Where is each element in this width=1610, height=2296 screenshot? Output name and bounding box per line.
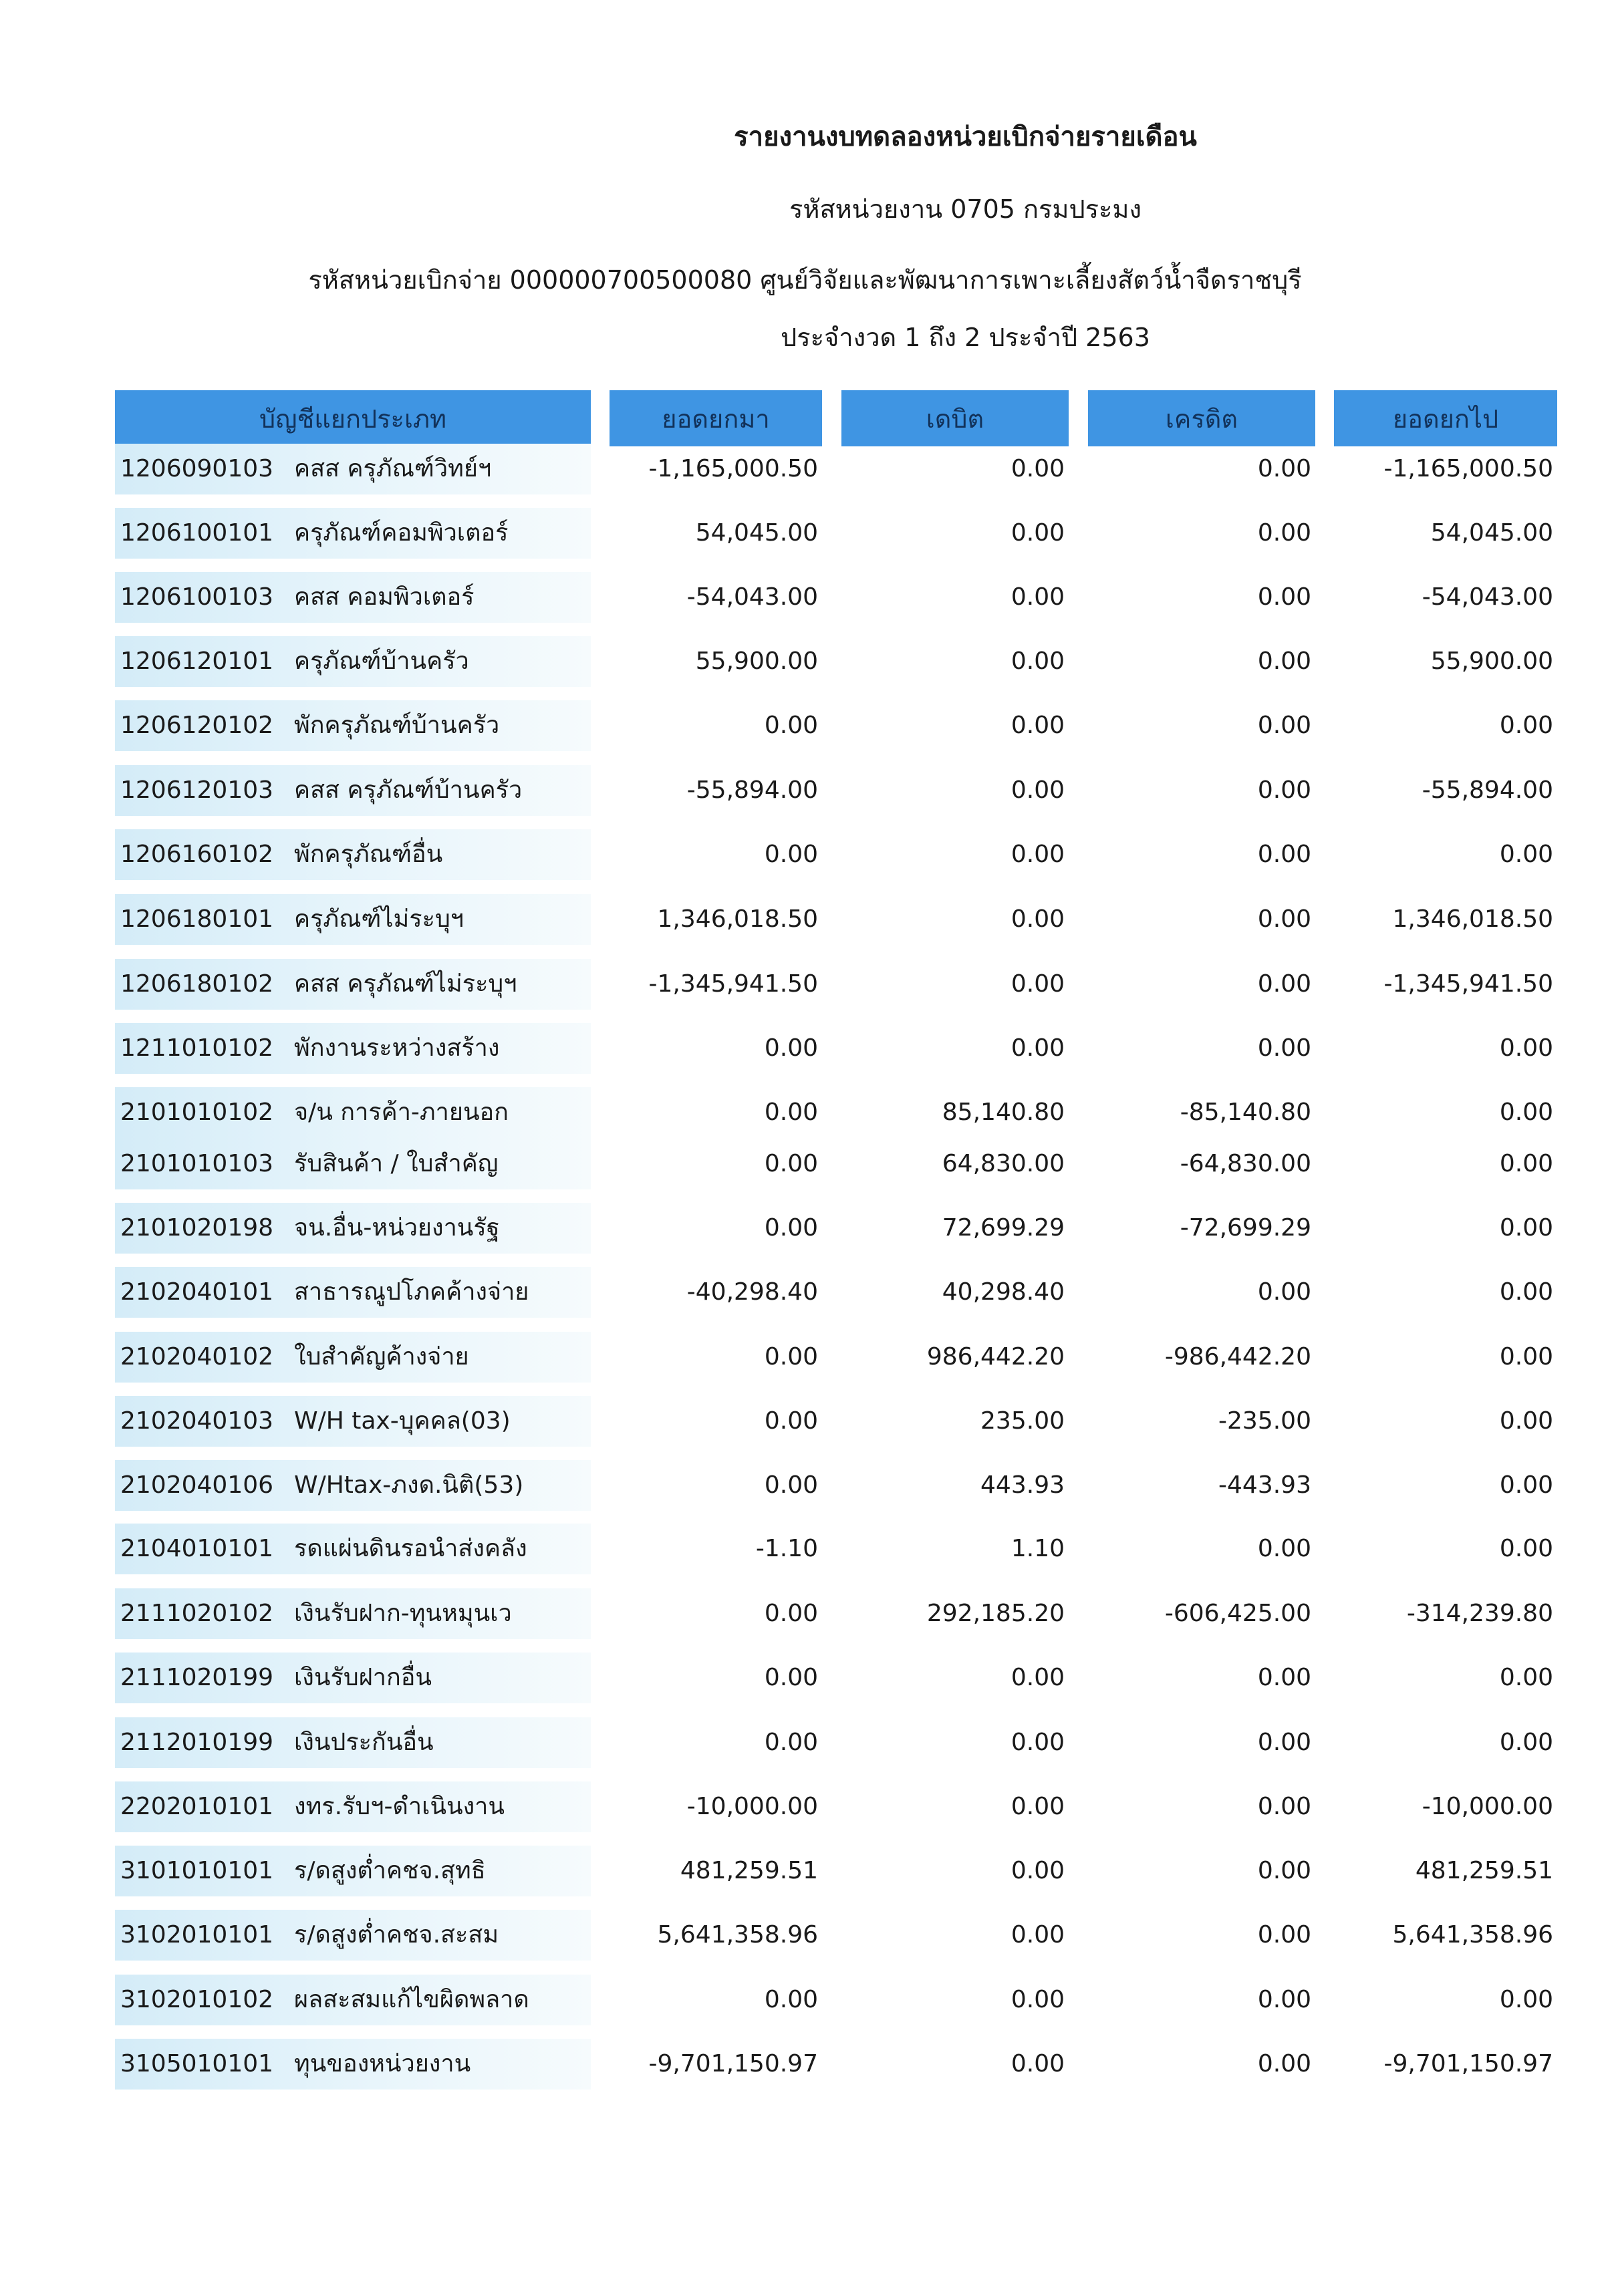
- account-name: สาธารณูปโภคค้างจ่าย: [294, 1278, 529, 1306]
- brought-forward-value: 0.00: [764, 1664, 818, 1691]
- account-name: ใบสำคัญค้างจ่าย: [294, 1343, 469, 1371]
- account-name: พักงานระหว่างสร้าง: [294, 1034, 500, 1062]
- credit-value: 0.00: [1257, 905, 1311, 933]
- account-name: คสส คอมพิวเตอร์: [294, 583, 475, 611]
- carried-forward-value: 0.00: [1499, 1407, 1553, 1435]
- column-header-account: บัญชีแยกประเภท: [115, 390, 591, 446]
- account-name: ผลสะสมแก้ไขผิดพลาด: [294, 1986, 529, 2013]
- table-row: [0, 1846, 1610, 1896]
- credit-value: 0.00: [1257, 1793, 1311, 1820]
- carried-forward-value: 481,259.51: [1415, 1857, 1553, 1884]
- debit-value: 1.10: [1011, 1535, 1065, 1562]
- account-code: 2112010199: [120, 1729, 274, 1756]
- carried-forward-value: -1,165,000.50: [1383, 455, 1553, 482]
- account-code: 2102040102: [120, 1343, 274, 1371]
- brought-forward-value: 0.00: [764, 1471, 818, 1499]
- credit-value: -64,830.00: [1180, 1150, 1311, 1177]
- account-code: 2104010101: [120, 1535, 274, 1562]
- debit-value: 72,699.29: [942, 1214, 1065, 1242]
- table-row: [0, 1524, 1610, 1574]
- brought-forward-value: 0.00: [764, 1986, 818, 2013]
- account-code: 1206180101: [120, 905, 274, 933]
- account-name: W/Htax-ภงด.นิติ(53): [294, 1471, 524, 1499]
- debit-value: 0.00: [1011, 970, 1065, 998]
- table-row: [0, 1975, 1610, 2025]
- debit-value: 235.00: [980, 1407, 1065, 1435]
- credit-value: -235.00: [1218, 1407, 1311, 1435]
- agency-code-line: รหัสหน่วยงาน 0705 กรมประมง: [789, 194, 1142, 224]
- report-period-line: ประจำงวด 1 ถึง 2 ประจำปี 2563: [781, 323, 1150, 352]
- brought-forward-value: 0.00: [764, 1034, 818, 1062]
- debit-value: 0.00: [1011, 712, 1065, 739]
- table-row: [0, 894, 1610, 945]
- account-code: 3102010101: [120, 1921, 274, 1949]
- carried-forward-value: 0.00: [1499, 1214, 1553, 1242]
- credit-value: 0.00: [1257, 583, 1311, 611]
- carried-forward-value: 0.00: [1499, 1729, 1553, 1756]
- carried-forward-value: 0.00: [1499, 1471, 1553, 1499]
- debit-value: 0.00: [1011, 1986, 1065, 2013]
- credit-value: -986,442.20: [1164, 1343, 1311, 1371]
- table-row: [0, 1203, 1610, 1254]
- brought-forward-value: 0.00: [764, 1600, 818, 1627]
- debit-value: 40,298.40: [942, 1278, 1065, 1306]
- account-code: 1206120101: [120, 648, 274, 675]
- table-row: [0, 1717, 1610, 1768]
- debit-value: 0.00: [1011, 519, 1065, 547]
- table-row: [0, 1460, 1610, 1511]
- brought-forward-value: 0.00: [764, 1214, 818, 1242]
- account-code: 2102040106: [120, 1471, 274, 1499]
- carried-forward-value: -55,894.00: [1422, 776, 1553, 804]
- debit-value: 0.00: [1011, 841, 1065, 868]
- carried-forward-value: 0.00: [1499, 1986, 1553, 2013]
- carried-forward-value: 0.00: [1499, 1343, 1553, 1371]
- carried-forward-value: 0.00: [1499, 841, 1553, 868]
- carried-forward-value: 5,641,358.96: [1392, 1921, 1553, 1949]
- credit-value: 0.00: [1257, 1729, 1311, 1756]
- account-name: ครุภัณฑ์คอมพิวเตอร์: [294, 519, 509, 547]
- account-code: 2102040103: [120, 1407, 274, 1435]
- credit-value: 0.00: [1257, 776, 1311, 804]
- account-name: เงินรับฝาก-ทุนหมุนเว: [294, 1600, 512, 1627]
- debit-value: 0.00: [1011, 1921, 1065, 1949]
- brought-forward-value: 0.00: [764, 1729, 818, 1756]
- carried-forward-value: -1,345,941.50: [1383, 970, 1553, 998]
- account-name: ร/ดสูงต่ำคชจ.สะสม: [294, 1921, 499, 1949]
- table-row: [0, 1139, 1610, 1189]
- brought-forward-value: -40,298.40: [686, 1278, 818, 1306]
- debit-value: 292,185.20: [926, 1600, 1065, 1627]
- account-code: 1206180102: [120, 970, 274, 998]
- account-name: คสส ครุภัณฑ์วิทย์ฯ: [294, 455, 492, 482]
- credit-value: 0.00: [1257, 2050, 1311, 2077]
- debit-value: 0.00: [1011, 1034, 1065, 1062]
- carried-forward-value: 54,045.00: [1430, 519, 1553, 547]
- account-code: 2101010102: [120, 1099, 274, 1126]
- carried-forward-value: 0.00: [1499, 1664, 1553, 1691]
- credit-value: -606,425.00: [1164, 1600, 1311, 1627]
- debit-value: 0.00: [1011, 455, 1065, 482]
- table-row: [0, 1653, 1610, 1703]
- credit-value: 0.00: [1257, 1857, 1311, 1884]
- account-name: W/H tax-บุคคล(03): [294, 1407, 511, 1435]
- account-code: 2101010103: [120, 1150, 274, 1177]
- account-code: 1206120103: [120, 776, 274, 804]
- table-row: [0, 2039, 1610, 2090]
- column-header-brought-forward: ยอดยกมา: [610, 390, 822, 446]
- brought-forward-value: -9,701,150.97: [648, 2050, 818, 2077]
- debit-value: 0.00: [1011, 648, 1065, 675]
- brought-forward-value: 54,045.00: [695, 519, 818, 547]
- brought-forward-value: -54,043.00: [686, 583, 818, 611]
- carried-forward-value: 0.00: [1499, 1278, 1553, 1306]
- account-name: รับสินค้า / ใบสำคัญ: [294, 1150, 499, 1177]
- account-name: พักครุภัณฑ์บ้านครัว: [294, 712, 500, 739]
- debit-value: 0.00: [1011, 905, 1065, 933]
- carried-forward-value: -314,239.80: [1406, 1600, 1553, 1627]
- account-name: เงินรับฝากอื่น: [294, 1664, 432, 1691]
- debit-value: 0.00: [1011, 1729, 1065, 1756]
- table-row: [0, 959, 1610, 1010]
- credit-value: 0.00: [1257, 1921, 1311, 1949]
- column-header-debit: เดบิต: [841, 390, 1069, 446]
- brought-forward-value: 0.00: [764, 1407, 818, 1435]
- column-header-credit: เครดิต: [1088, 390, 1315, 446]
- account-code: 3101010101: [120, 1857, 274, 1884]
- table-row: [0, 1396, 1610, 1447]
- debit-value: 0.00: [1011, 1857, 1065, 1884]
- account-name: เงินประกันอื่น: [294, 1729, 434, 1756]
- account-code: 3105010101: [120, 2050, 274, 2077]
- credit-value: 0.00: [1257, 519, 1311, 547]
- carried-forward-value: 0.00: [1499, 712, 1553, 739]
- carried-forward-value: 0.00: [1499, 1150, 1553, 1177]
- brought-forward-value: -1.10: [755, 1535, 818, 1562]
- account-code: 2101020198: [120, 1214, 274, 1242]
- credit-value: 0.00: [1257, 648, 1311, 675]
- account-code: 1206120102: [120, 712, 274, 739]
- credit-value: 0.00: [1257, 1664, 1311, 1691]
- debit-value: 0.00: [1011, 776, 1065, 804]
- table-row: [0, 765, 1610, 816]
- disbursement-unit-line: รหัสหน่วยเบิกจ่าย 000000700500080 ศูนย์วิจัยและพัฒนาการเพาะเลี้ยงสัตว์น้ำจืดราชบุรี: [308, 265, 1302, 295]
- account-code: 1206090103: [120, 455, 274, 482]
- credit-value: 0.00: [1257, 841, 1311, 868]
- table-row: [0, 1332, 1610, 1383]
- carried-forward-value: -10,000.00: [1422, 1793, 1553, 1820]
- account-name: จ/น การค้า-ภายนอก: [294, 1099, 509, 1126]
- table-row: [0, 1910, 1610, 1961]
- brought-forward-value: -10,000.00: [686, 1793, 818, 1820]
- table-row: [0, 1267, 1610, 1318]
- credit-value: 0.00: [1257, 1535, 1311, 1562]
- carried-forward-value: 0.00: [1499, 1535, 1553, 1562]
- credit-value: 0.00: [1257, 970, 1311, 998]
- credit-value: 0.00: [1257, 1034, 1311, 1062]
- table-row: [0, 829, 1610, 880]
- account-code: 2102040101: [120, 1278, 274, 1306]
- brought-forward-value: 481,259.51: [680, 1857, 818, 1884]
- brought-forward-value: 55,900.00: [695, 648, 818, 675]
- account-name: ทุนของหน่วยงาน: [294, 2050, 471, 2077]
- account-code: 3102010102: [120, 1986, 274, 2013]
- carried-forward-value: -54,043.00: [1422, 583, 1553, 611]
- account-name: จน.อื่น-หน่วยงานรัฐ: [294, 1214, 500, 1242]
- account-code: 1206160102: [120, 841, 274, 868]
- account-name: ร/ดสูงต่ำคชจ.สุทธิ: [294, 1857, 486, 1884]
- debit-value: 0.00: [1011, 2050, 1065, 2077]
- credit-value: 0.00: [1257, 1986, 1311, 2013]
- account-code: 1211010102: [120, 1034, 274, 1062]
- brought-forward-value: -1,165,000.50: [648, 455, 818, 482]
- column-header-carried-forward: ยอดยกไป: [1334, 390, 1557, 446]
- brought-forward-value: 1,346,018.50: [657, 905, 818, 933]
- credit-value: -85,140.80: [1180, 1099, 1311, 1126]
- brought-forward-value: 0.00: [764, 1150, 818, 1177]
- account-name: ครุภัณฑ์ไม่ระบุฯ: [294, 905, 464, 933]
- account-code: 2111020102: [120, 1600, 274, 1627]
- account-code: 2111020199: [120, 1664, 274, 1691]
- debit-value: 0.00: [1011, 1664, 1065, 1691]
- debit-value: 64,830.00: [942, 1150, 1065, 1177]
- table-row: [0, 1781, 1610, 1832]
- carried-forward-value: 0.00: [1499, 1034, 1553, 1062]
- account-name: รดแผ่นดินรอนำส่งคลัง: [294, 1535, 527, 1562]
- table-row: [0, 1588, 1610, 1639]
- table-row: [0, 1087, 1610, 1138]
- account-name: พักครุภัณฑ์อื่น: [294, 841, 443, 868]
- credit-value: -443.93: [1218, 1471, 1311, 1499]
- debit-value: 986,442.20: [926, 1343, 1065, 1371]
- debit-value: 85,140.80: [942, 1099, 1065, 1126]
- credit-value: 0.00: [1257, 1278, 1311, 1306]
- account-name: ครุภัณฑ์บ้านครัว: [294, 648, 469, 675]
- carried-forward-value: -9,701,150.97: [1383, 2050, 1553, 2077]
- brought-forward-value: 0.00: [764, 1099, 818, 1126]
- table-row: [0, 700, 1610, 751]
- brought-forward-value: 0.00: [764, 1343, 818, 1371]
- table-row: [0, 572, 1610, 623]
- brought-forward-value: -1,345,941.50: [648, 970, 818, 998]
- debit-value: 0.00: [1011, 1793, 1065, 1820]
- account-name: คสส ครุภัณฑ์ไม่ระบุฯ: [294, 970, 517, 998]
- brought-forward-value: 0.00: [764, 841, 818, 868]
- table-row: [0, 444, 1610, 494]
- table-row: [0, 636, 1610, 687]
- account-name: คสส ครุภัณฑ์บ้านครัว: [294, 776, 523, 804]
- carried-forward-value: 55,900.00: [1430, 648, 1553, 675]
- account-code: 1206100103: [120, 583, 274, 611]
- account-code: 2202010101: [120, 1793, 274, 1820]
- table-row: [0, 508, 1610, 559]
- debit-value: 443.93: [980, 1471, 1065, 1499]
- report-title: รายงานงบทดลองหน่วยเบิกจ่ายรายเดือน: [734, 122, 1197, 152]
- debit-value: 0.00: [1011, 583, 1065, 611]
- account-name: งทร.รับฯ-ดำเนินงาน: [294, 1793, 505, 1820]
- carried-forward-value: 1,346,018.50: [1392, 905, 1553, 933]
- brought-forward-value: -55,894.00: [686, 776, 818, 804]
- credit-value: -72,699.29: [1180, 1214, 1311, 1242]
- credit-value: 0.00: [1257, 455, 1311, 482]
- credit-value: 0.00: [1257, 712, 1311, 739]
- brought-forward-value: 0.00: [764, 712, 818, 739]
- table-row: [0, 1023, 1610, 1074]
- account-code: 1206100101: [120, 519, 274, 547]
- brought-forward-value: 5,641,358.96: [657, 1921, 818, 1949]
- carried-forward-value: 0.00: [1499, 1099, 1553, 1126]
